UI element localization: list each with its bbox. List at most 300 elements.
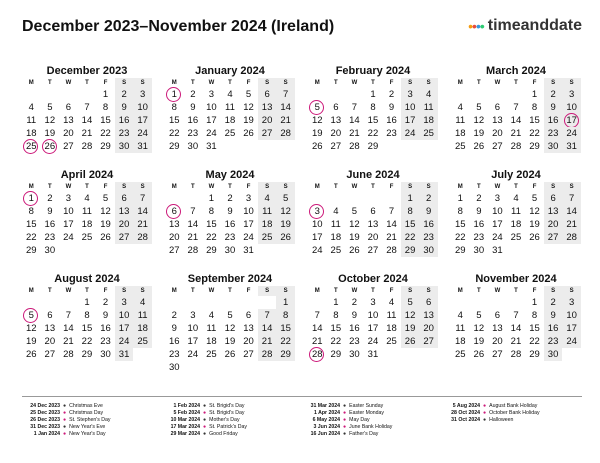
weekday-label: S: [419, 78, 438, 88]
day-cell: 12: [473, 115, 485, 126]
legend-date: 10 Mar 2024: [170, 417, 200, 423]
empty-cell: [419, 348, 438, 361]
day-cell: 26: [224, 349, 236, 360]
empty-cell: [544, 244, 563, 257]
day-cell: 28: [562, 231, 581, 244]
weekday-header: [22, 78, 152, 88]
day-cell: 19: [276, 218, 295, 231]
empty-cell: [327, 192, 346, 205]
weekday-label: M: [457, 184, 463, 190]
day-cell: 18: [330, 232, 342, 243]
day-cell: 31: [562, 140, 581, 153]
weekday-label: S: [115, 286, 134, 296]
day-cell: 27: [367, 245, 379, 256]
legend-date: 1 Feb 2024: [173, 403, 200, 409]
day-cell: 15: [401, 218, 420, 231]
day-cell: 7: [513, 102, 519, 113]
day-cell: 27: [115, 231, 134, 244]
weekday-label: W: [208, 184, 215, 190]
legend-name: St. Brigid's Day: [209, 403, 245, 409]
weekday-label: T: [477, 288, 481, 294]
day-cell: 5: [22, 309, 41, 322]
page-title: December 2023–November 2024 (Ireland): [22, 18, 335, 35]
day-cell: 12: [100, 206, 111, 217]
day-grid: [308, 192, 438, 257]
legend-column: [302, 403, 442, 438]
day-cell: 17: [187, 336, 199, 347]
day-cell: 5: [351, 206, 358, 217]
day-cell: 22: [168, 128, 180, 139]
legend-item: [22, 431, 162, 438]
weekday-label: F: [103, 184, 108, 190]
weekday-label: F: [532, 80, 537, 86]
day-cell: 7: [190, 206, 196, 217]
day-cell: 15: [529, 323, 540, 334]
day-cell: 30: [187, 141, 199, 152]
day-cell: 25: [224, 128, 236, 139]
day-cell: 31: [492, 245, 503, 256]
day-cell: 8: [28, 206, 34, 217]
legend-name: Father's Day: [349, 431, 379, 437]
month-calendar: [451, 272, 581, 376]
day-cell: 23: [544, 335, 563, 348]
day-cell: 16: [44, 219, 56, 230]
empty-cell: [184, 192, 203, 205]
month-name: March 2024: [486, 65, 546, 77]
day-cell: 25: [419, 127, 438, 140]
day-cell: 27: [44, 349, 56, 360]
legend-item: [162, 410, 302, 417]
empty-cell: [59, 88, 78, 101]
day-cell: 5: [531, 193, 538, 204]
day-cell: 11: [386, 310, 397, 321]
day-cell: 6: [333, 102, 339, 113]
legend-item: [162, 424, 302, 431]
day-cell: 14: [258, 322, 277, 335]
day-cell: 30: [349, 349, 360, 360]
day-cell: 29: [25, 245, 37, 256]
day-cell: 9: [47, 206, 53, 217]
day-cell: 10: [562, 101, 581, 114]
empty-cell: [401, 140, 420, 153]
weekday-label: S: [115, 78, 134, 88]
day-cell: 27: [168, 245, 180, 256]
day-cell: 4: [133, 296, 152, 309]
day-cell: 20: [63, 128, 74, 139]
day-cell: 25: [330, 245, 342, 256]
day-cell: 21: [386, 232, 397, 243]
day-cell: 5: [227, 310, 233, 321]
day-cell: 26: [473, 141, 485, 152]
day-cell: 19: [25, 336, 37, 347]
empty-cell: [133, 348, 152, 361]
day-grid: [22, 88, 152, 153]
day-cell: 23: [386, 128, 397, 139]
empty-cell: [239, 361, 258, 374]
day-cell: 11: [511, 206, 521, 217]
day-cell: 26: [473, 349, 485, 360]
empty-cell: [345, 192, 364, 205]
day-cell: 11: [455, 115, 466, 126]
day-cell: 11: [330, 219, 341, 230]
day-cell: 22: [25, 232, 37, 243]
day-cell: 10: [367, 310, 379, 321]
legend-item: [22, 417, 162, 424]
weekday-label: T: [228, 288, 232, 294]
day-cell: 8: [171, 102, 177, 113]
day-cell: 12: [243, 102, 254, 113]
bullet-icon: ●: [203, 403, 207, 409]
weekday-label: T: [334, 80, 338, 86]
day-cell: 30: [224, 245, 236, 256]
calendar-months: [22, 64, 582, 376]
weekday-header: [165, 78, 295, 88]
weekday-label: F: [103, 288, 108, 294]
day-cell: 25: [386, 336, 397, 347]
legend-item: [442, 403, 582, 410]
day-cell: 1: [84, 297, 90, 308]
legend-name: Mother's Day: [209, 417, 240, 423]
day-cell: 10: [206, 102, 217, 113]
day-cell: 31: [115, 348, 134, 361]
weekday-label: M: [314, 288, 320, 294]
day-cell: 2: [476, 193, 482, 204]
day-grid: [165, 192, 295, 257]
day-cell: 7: [258, 309, 277, 322]
legend-date: 5 Aug 2024: [452, 403, 480, 409]
day-cell: 3: [308, 205, 327, 218]
weekday-label: M: [314, 184, 320, 190]
weekday-label: S: [419, 286, 438, 296]
legend-item: [22, 410, 162, 417]
day-cell: 20: [492, 128, 503, 139]
weekday-label: M: [457, 80, 463, 86]
weekday-label: W: [208, 80, 215, 86]
day-cell: 14: [510, 323, 522, 334]
day-cell: 27: [258, 127, 277, 140]
day-cell: 10: [562, 309, 581, 322]
day-cell: 2: [544, 296, 563, 309]
month-name: November 2024: [475, 273, 557, 285]
day-cell: 5: [401, 296, 420, 309]
month-calendar: [308, 272, 438, 376]
day-cell: 18: [81, 219, 93, 230]
day-cell: 23: [419, 231, 438, 244]
day-cell: 13: [544, 205, 563, 218]
day-cell: 2: [388, 89, 395, 100]
day-cell: 8: [208, 206, 215, 217]
month-calendar: [165, 272, 295, 376]
empty-cell: [525, 244, 544, 257]
day-cell: 18: [419, 114, 438, 127]
month-name: December 2023: [46, 65, 128, 77]
empty-cell: [470, 88, 489, 101]
day-grid: [308, 88, 438, 153]
legend-date: 28 Oct 2024: [451, 410, 480, 416]
day-cell: 29: [276, 348, 295, 361]
day-cell: 9: [476, 206, 482, 217]
legend-name: St. Brigid's Day: [209, 410, 245, 416]
day-cell: 24: [492, 232, 503, 243]
day-cell: 3: [65, 193, 72, 204]
legend-name: August Bank Holiday: [489, 403, 538, 409]
day-cell: 28: [276, 127, 295, 140]
day-cell: 18: [224, 115, 236, 126]
day-cell: 25: [22, 140, 41, 153]
day-cell: 30: [168, 362, 180, 373]
month-name: October 2024: [338, 273, 408, 285]
weekday-label: T: [477, 80, 481, 86]
day-cell: 17: [492, 219, 503, 230]
day-grid: [22, 296, 152, 361]
day-cell: 23: [349, 336, 360, 347]
day-cell: 19: [529, 219, 540, 230]
day-cell: 8: [457, 206, 463, 217]
day-cell: 14: [562, 205, 581, 218]
day-cell: 21: [276, 114, 295, 127]
day-cell: 30: [44, 245, 56, 256]
legend-date: 31 Oct 2024: [451, 417, 480, 423]
day-cell: 9: [419, 205, 438, 218]
legend-item: [302, 403, 442, 410]
day-cell: 19: [311, 128, 323, 139]
day-cell: 11: [258, 205, 277, 218]
legend-item: [22, 403, 162, 410]
weekday-header: [22, 286, 152, 296]
legend-date: 3 Jun 2024: [313, 424, 340, 430]
day-cell: 6: [165, 205, 184, 218]
day-cell: 3: [133, 88, 152, 101]
day-cell: 16: [187, 115, 199, 126]
weekday-label: T: [48, 80, 52, 86]
day-cell: 29: [206, 245, 217, 256]
day-cell: 22: [206, 232, 217, 243]
day-cell: 15: [206, 219, 217, 230]
day-cell: 21: [187, 232, 199, 243]
day-cell: 13: [330, 115, 342, 126]
day-cell: 27: [492, 141, 503, 152]
day-cell: 6: [370, 206, 376, 217]
day-cell: 26: [41, 140, 60, 153]
day-cell: 16: [115, 114, 134, 127]
weekday-label: W: [65, 288, 72, 294]
day-cell: 1: [22, 192, 41, 205]
legend-date: 5 Feb 2024: [173, 410, 200, 416]
legend-column: [162, 403, 302, 438]
day-cell: 13: [492, 115, 503, 126]
weekday-label: T: [514, 80, 518, 86]
day-grid: [451, 88, 581, 153]
day-cell: 31: [206, 141, 217, 152]
day-cell: 9: [102, 310, 109, 321]
day-cell: 16: [544, 114, 563, 127]
weekday-label: W: [65, 184, 72, 190]
month-name: July 2024: [491, 169, 541, 181]
day-cell: 1: [333, 297, 339, 308]
day-cell: 20: [419, 322, 438, 335]
day-cell: 3: [562, 296, 581, 309]
day-cell: 22: [100, 128, 111, 139]
day-cell: 12: [473, 323, 485, 334]
empty-cell: [364, 192, 383, 205]
day-cell: 24: [311, 245, 323, 256]
day-cell: 3: [208, 89, 215, 100]
weekday-label: W: [65, 80, 72, 86]
day-cell: 29: [367, 141, 379, 152]
weekday-label: T: [228, 80, 232, 86]
day-cell: 18: [133, 322, 152, 335]
day-cell: 6: [494, 102, 501, 113]
day-cell: 9: [190, 102, 196, 113]
day-cell: 17: [243, 219, 254, 230]
day-cell: 11: [133, 309, 152, 322]
weekday-label: F: [103, 80, 108, 86]
month-calendar: [165, 64, 295, 168]
day-cell: 17: [562, 322, 581, 335]
bullet-icon: ●: [203, 417, 207, 423]
empty-cell: [202, 296, 221, 309]
bullet-icon: ●: [203, 431, 207, 437]
day-cell: 21: [562, 218, 581, 231]
day-cell: 2: [351, 297, 358, 308]
legend-item: [442, 410, 582, 417]
legend-date: 24 Dec 2023: [30, 403, 60, 409]
weekday-header: [308, 286, 438, 296]
day-cell: 14: [386, 219, 397, 230]
logo[interactable]: [468, 17, 582, 35]
month-name: June 2024: [346, 169, 400, 181]
day-cell: 12: [44, 115, 56, 126]
weekday-header: [308, 182, 438, 192]
day-cell: 17: [401, 114, 420, 127]
day-cell: 21: [81, 128, 93, 139]
day-cell: 3: [494, 193, 501, 204]
day-cell: 3: [401, 88, 420, 101]
day-cell: 13: [44, 323, 56, 334]
day-cell: 12: [529, 206, 540, 217]
weekday-label: T: [371, 80, 375, 86]
day-cell: 17: [562, 114, 581, 127]
day-cell: 30: [419, 244, 438, 257]
day-cell: 12: [311, 115, 323, 126]
day-cell: 4: [457, 102, 463, 113]
day-cell: 10: [187, 323, 199, 334]
day-cell: 28: [81, 141, 93, 152]
day-cell: 21: [510, 128, 522, 139]
weekday-label: W: [208, 288, 215, 294]
weekday-label: F: [389, 184, 394, 190]
day-cell: 28: [133, 231, 152, 244]
day-cell: 25: [510, 232, 522, 243]
day-cell: 16: [544, 322, 563, 335]
day-cell: 4: [208, 310, 215, 321]
day-cell: 2: [544, 88, 563, 101]
legend-name: New Year's Eve: [69, 424, 106, 430]
day-cell: 18: [206, 336, 217, 347]
day-cell: 7: [314, 310, 320, 321]
weekday-label: F: [532, 288, 537, 294]
legend-item: [302, 410, 442, 417]
day-cell: 14: [510, 115, 522, 126]
empty-cell: [488, 88, 507, 101]
day-cell: 13: [63, 115, 74, 126]
empty-cell: [96, 244, 115, 257]
day-grid: [165, 88, 295, 153]
day-cell: 15: [454, 219, 466, 230]
day-cell: 12: [276, 205, 295, 218]
day-cell: 9: [351, 310, 358, 321]
day-cell: 12: [25, 323, 37, 334]
day-cell: 28: [349, 141, 360, 152]
day-cell: 26: [25, 349, 37, 360]
day-cell: 1: [208, 193, 215, 204]
empty-cell: [78, 244, 97, 257]
day-grid: [22, 192, 152, 257]
empty-cell: [562, 244, 581, 257]
day-cell: 20: [243, 336, 254, 347]
day-cell: 19: [349, 232, 360, 243]
bullet-icon: ●: [343, 403, 347, 409]
day-cell: 29: [401, 244, 420, 257]
weekday-label: T: [514, 184, 518, 190]
bullet-icon: ●: [63, 403, 67, 409]
day-cell: 24: [187, 349, 199, 360]
bullet-icon: ●: [203, 410, 207, 416]
day-cell: 14: [276, 101, 295, 114]
day-cell: 7: [84, 102, 90, 113]
day-cell: 30: [544, 348, 563, 361]
empty-cell: [401, 348, 420, 361]
day-cell: 28: [510, 141, 522, 152]
day-cell: 8: [531, 102, 538, 113]
day-cell: 24: [243, 232, 254, 243]
weekday-label: S: [133, 286, 152, 296]
day-cell: 1: [531, 297, 538, 308]
day-cell: 4: [227, 89, 233, 100]
day-cell: 6: [65, 102, 72, 113]
day-cell: 4: [388, 297, 395, 308]
empty-cell: [276, 361, 295, 374]
empty-cell: [345, 88, 364, 101]
legend-name: New Year's Day: [69, 431, 106, 437]
empty-cell: [308, 296, 327, 309]
day-cell: 10: [492, 206, 503, 217]
day-cell: 29: [168, 141, 180, 152]
day-cell: 13: [243, 323, 254, 334]
weekday-label: T: [48, 288, 52, 294]
day-cell: 8: [84, 310, 90, 321]
legend-item: [442, 417, 582, 424]
weekday-label: T: [371, 288, 375, 294]
day-cell: 28: [386, 245, 397, 256]
day-cell: 24: [63, 232, 74, 243]
day-cell: 29: [330, 349, 342, 360]
day-cell: 29: [454, 245, 466, 256]
empty-cell: [115, 244, 134, 257]
day-cell: 27: [243, 349, 254, 360]
legend-date: 6 May 2024: [312, 417, 340, 423]
legend-name: St. Patrick's Day: [209, 424, 248, 430]
day-cell: 4: [419, 88, 438, 101]
weekday-label: S: [133, 182, 152, 192]
day-cell: 23: [187, 128, 199, 139]
legend-item: [22, 424, 162, 431]
day-cell: 21: [510, 336, 522, 347]
day-cell: 5: [102, 193, 109, 204]
dots-logo-icon: ••••: [468, 18, 484, 34]
weekday-label: T: [334, 288, 338, 294]
weekday-label: T: [228, 184, 232, 190]
